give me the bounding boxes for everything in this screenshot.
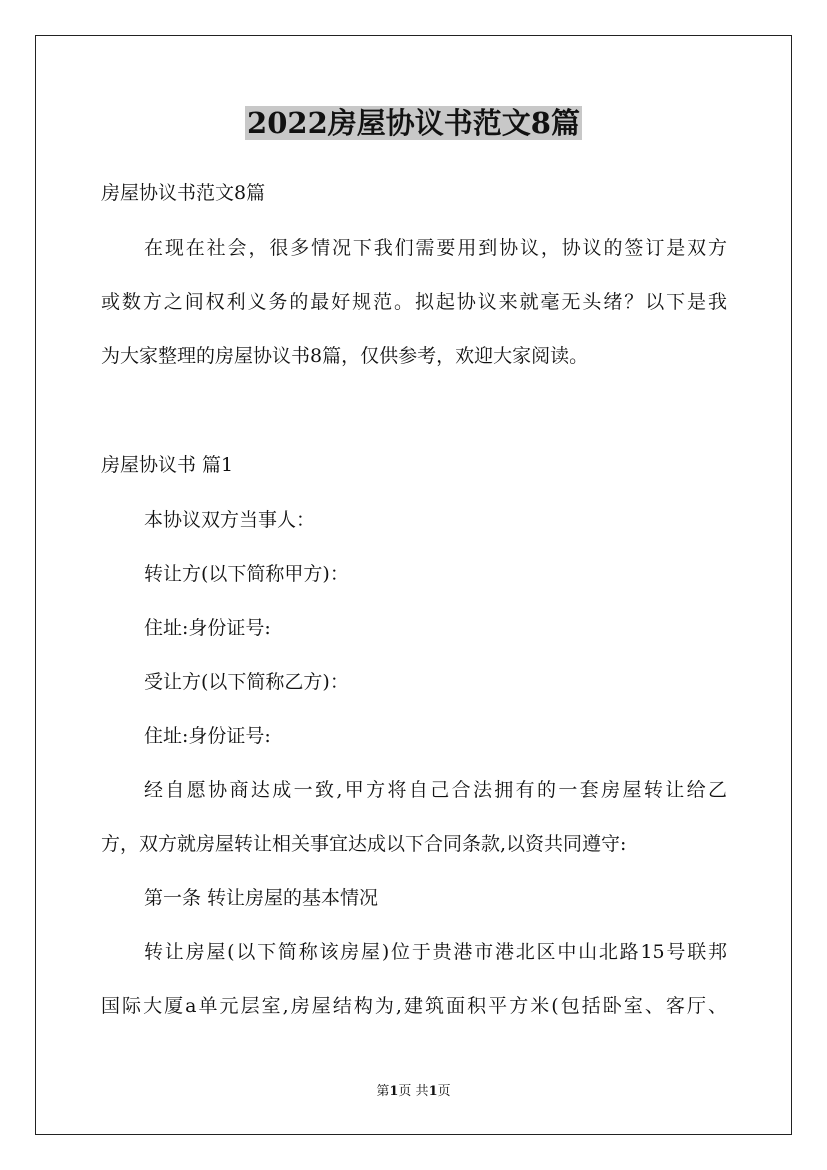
footer-page-total: 1	[428, 1084, 438, 1099]
body-line-transferee: 受让方(以下简称乙方)：	[144, 671, 349, 693]
document-subtitle: 房屋协议书范文8篇	[101, 182, 266, 204]
body-line-agreement-1: 经自愿协商达成一致,甲方将自己合法拥有的一套房屋转让给乙	[144, 779, 727, 801]
footer-page-number: 1	[389, 1084, 399, 1099]
body-line-agreement-2: 方，双方就房屋转让相关事宜达成以下合同条款,以资共同遵守:	[101, 833, 627, 855]
body-line-property-1: 转让房屋(以下简称该房屋)位于贵港市港北区中山北路15号联邦	[144, 941, 727, 963]
footer-prefix: 第	[376, 1084, 390, 1099]
document-title	[0, 103, 827, 143]
document-title-text: 2022房屋协议书范文8篇	[247, 106, 580, 140]
body-line-property-2: 国际大厦a单元层室,房屋结构为,建筑面积平方米(包括卧室、客厅、	[101, 995, 727, 1017]
intro-line-2: 或数方之间权利义务的最好规范。拟起协议来就毫无头绪？以下是我	[101, 291, 727, 313]
body-line-transferee-address: 住址:身份证号:	[144, 725, 271, 747]
footer-mid: 页 共	[398, 1084, 429, 1099]
footer-suffix: 页	[437, 1084, 451, 1099]
article-one-heading: 第一条 转让房屋的基本情况	[144, 887, 379, 909]
page-footer	[0, 1083, 827, 1101]
body-line-transferor: 转让方(以下简称甲方)：	[144, 563, 349, 585]
intro-line-3: 为大家整理的房屋协议书8篇，仅供参考，欢迎大家阅读。	[101, 345, 589, 367]
section-heading: 房屋协议书 篇1	[101, 454, 234, 476]
body-line-parties: 本协议双方当事人：	[144, 509, 316, 531]
intro-line-1: 在现在社会，很多情况下我们需要用到协议，协议的签订是双方	[144, 237, 727, 259]
body-line-transferor-address: 住址:身份证号:	[144, 617, 271, 639]
